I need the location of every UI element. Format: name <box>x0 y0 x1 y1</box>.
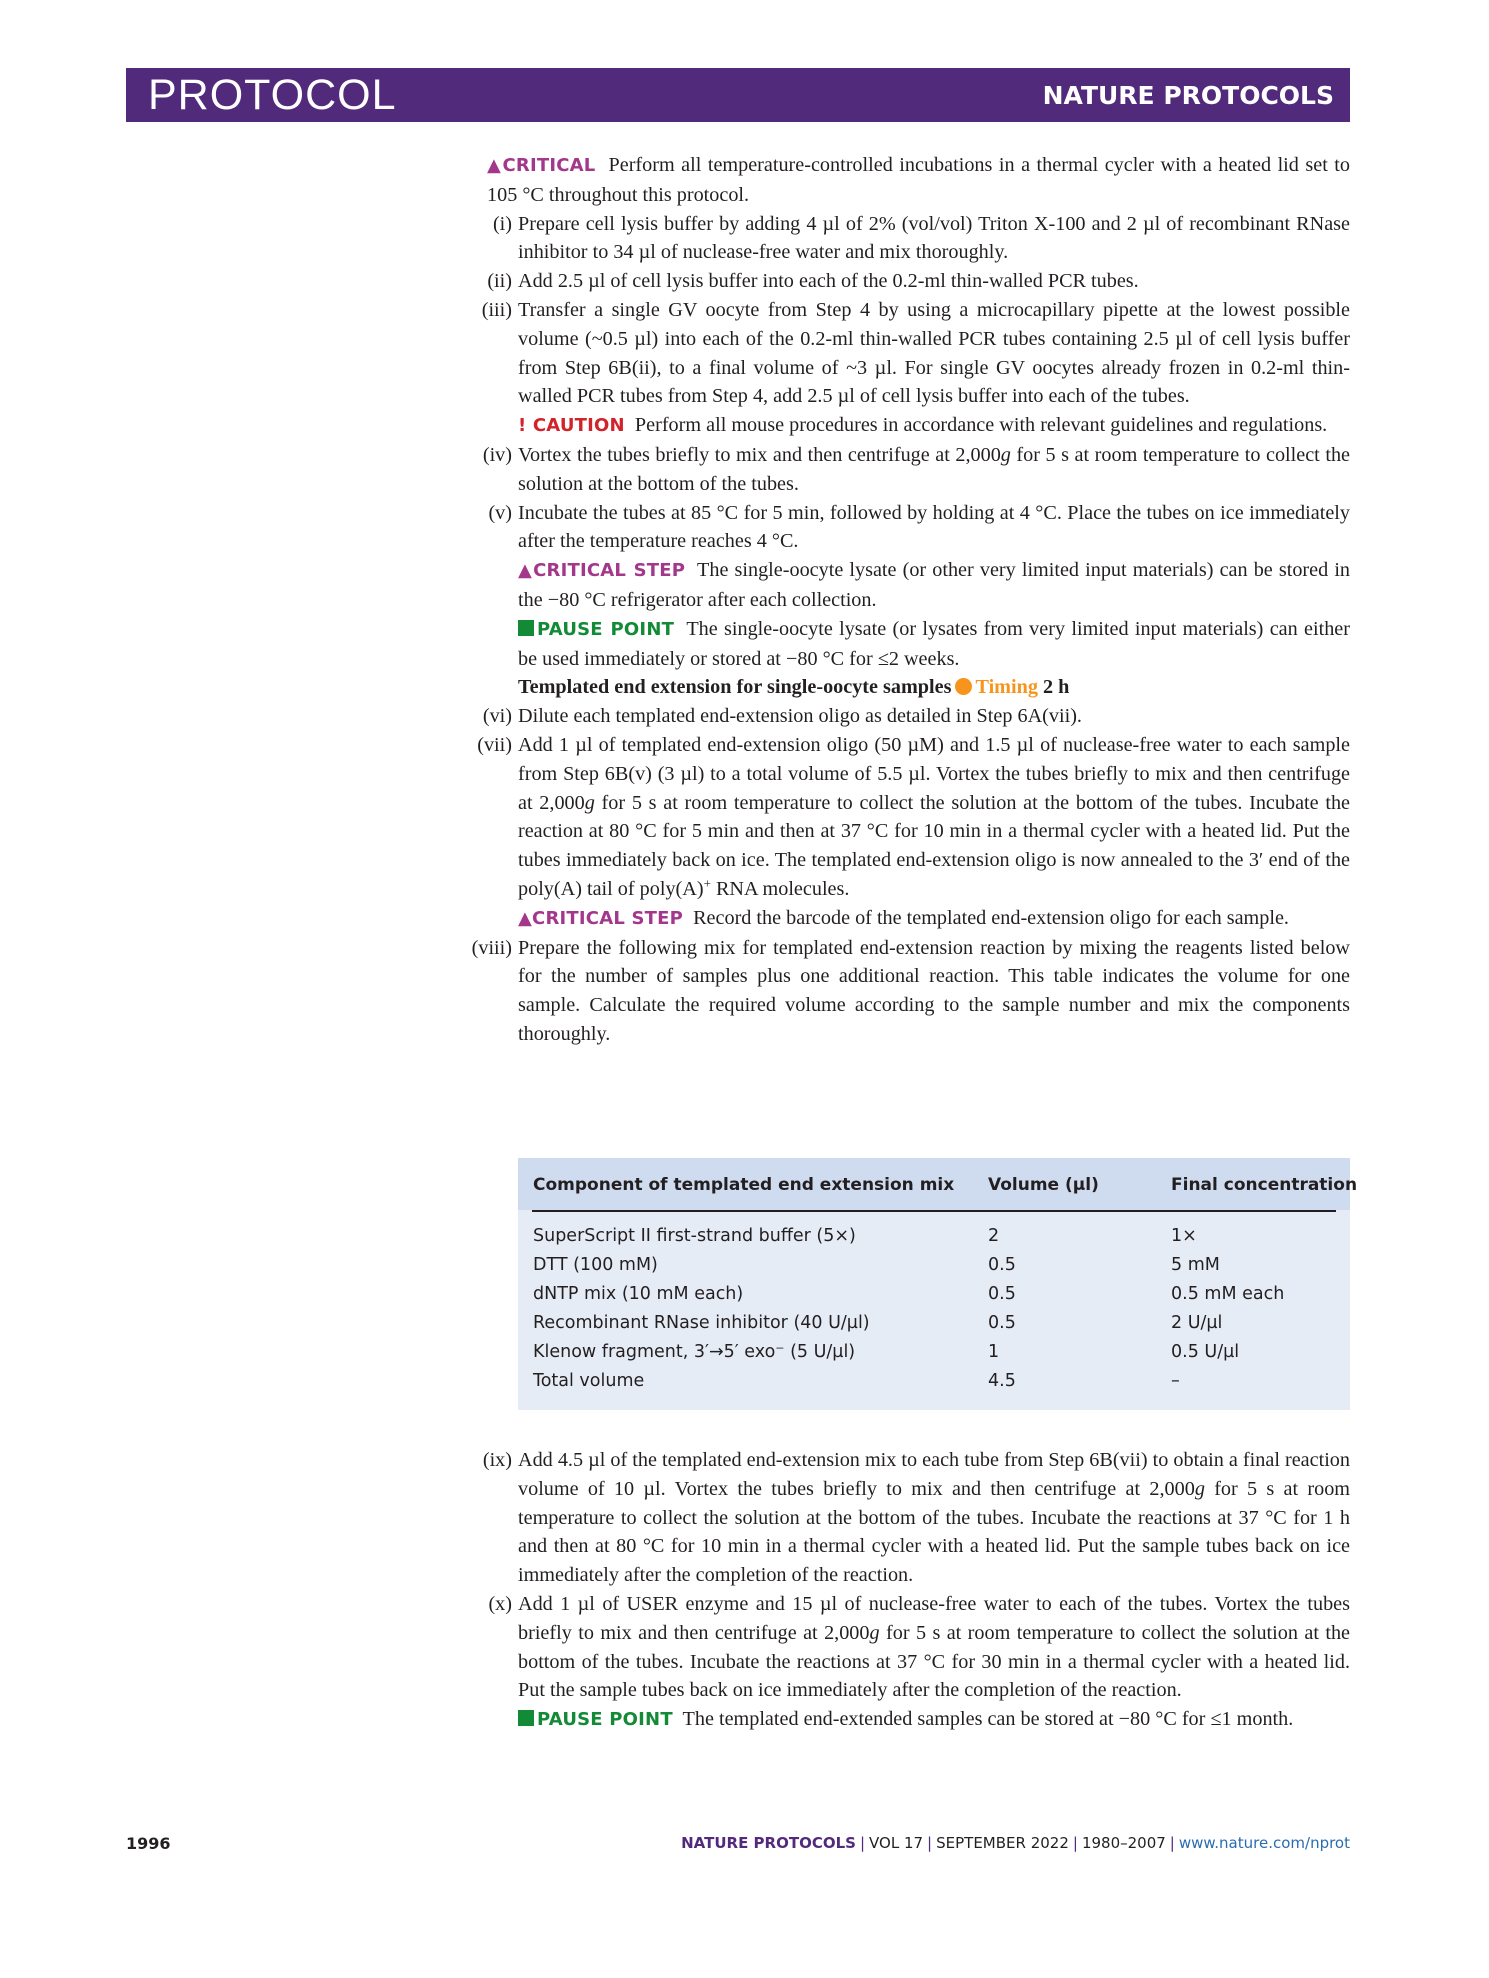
table-cell: 0.5 <box>988 1284 1016 1304</box>
table-cell: 0.5 <box>988 1255 1016 1275</box>
table-row <box>518 1367 1350 1395</box>
step-ii <box>487 267 1350 296</box>
table-header-cell: Final concentration <box>1171 1175 1358 1195</box>
table-cell: Recombinant RNase inhibitor (40 U/µl) <box>533 1313 870 1333</box>
step-text: Prepare the following mix for templated end-extension reaction by mixing the reagents listed below for the number of samples plus one additional reaction. This table indicates the volume for one sample. Calculate the required volume according to the sample number and mix the components thoroughly. <box>518 936 1350 1045</box>
step-number: (i) <box>492 212 512 235</box>
body-column <box>471 151 1351 1049</box>
table-cell: 5 mM <box>1171 1255 1220 1275</box>
step-vii <box>477 731 1351 904</box>
superscript: + <box>703 875 711 891</box>
table-cell: dNTP mix (10 mM each) <box>533 1284 744 1304</box>
section-label: PROTOCOL <box>148 71 397 119</box>
table-cell: 1 <box>988 1342 1000 1362</box>
critical-text: Perform all temperature-controlled incubations in a thermal cycler with a heated lid set to 105 °C throughout this protocol. <box>487 154 1351 206</box>
step-number: (x) <box>488 1592 512 1615</box>
table-header-rule <box>532 1210 1336 1212</box>
pause-keyword: PAUSE POINT <box>537 1709 673 1731</box>
journal-label: NATURE PROTOCOLS <box>1042 81 1334 110</box>
table-row <box>518 1338 1350 1366</box>
table-cell: 1× <box>1171 1226 1197 1246</box>
step-i <box>487 210 1350 268</box>
step-iii <box>481 296 1350 411</box>
step-text: Dilute each templated end-extension oligo as detailed in Step 6A(vii). <box>518 705 1082 728</box>
table-header-cell: Volume (µl) <box>988 1175 1099 1195</box>
footer-pages: 1980–2007 <box>1081 1834 1166 1852</box>
step-text: Incubate the tubes at 85 °C for 5 min, followed by holding at 4 °C. Place the tubes on ice immediately after the temperature reaches 4 °C. <box>518 501 1350 553</box>
g-force-unit: g <box>869 1621 880 1644</box>
table-cell: 4.5 <box>988 1371 1016 1391</box>
step-number: (vi) <box>482 705 512 728</box>
step-number: (viii) <box>471 936 512 959</box>
step-text: for 5 s at room temperature to collect the solution at the bottom of the tubes. Incubate the reactions at 37 °C for 30 min in a thermal cycler with a heated lid. Put the sample tubes back on ice immediately after the completion of the reaction. <box>518 1621 1350 1702</box>
critical-step-text: Record the barcode of the templated end-extension oligo for each sample. <box>693 906 1289 929</box>
table-cell: – <box>1171 1371 1180 1391</box>
step-vi <box>482 702 1350 731</box>
reagent-table <box>518 1158 1358 1410</box>
step-text: RNA molecules. <box>710 877 850 900</box>
critical-step-note <box>487 904 1350 934</box>
table-row <box>518 1309 1350 1337</box>
pause-square-icon <box>518 1710 534 1726</box>
caution-note <box>487 411 1350 441</box>
step-number: (iii) <box>481 298 512 321</box>
g-force-unit: g <box>1000 443 1011 466</box>
step-text: Add 4.5 µl of the templated end-extension mix to each tube from Step 6B(vii) to obtain a final reaction volume of 10 µl. Vortex the tubes briefly to mix and then centrifuge at 2,000 <box>518 1449 1350 1500</box>
step-text: Add 1 µl of templated end-extension oligo (50 µM) and 1.5 µl of nuclease-free water to each sample from Step 6B(v) (3 µl) to a total volume of 5.5 µl. Vortex the tubes briefly to mix and then centrifuge at 2,000 <box>518 733 1350 814</box>
critical-triangle-icon: ▲ <box>518 560 534 582</box>
subsection-heading <box>487 673 1350 702</box>
caution-keyword: ! CAUTION <box>518 415 625 437</box>
footer-citation <box>681 1834 1350 1852</box>
step-text: Add 1 µl of USER enzyme and 15 µl of nuclease-free water to each of the tubes. Vortex the tubes briefly to mix and then centrifuge at 2,000 <box>518 1592 1350 1644</box>
footer-separator: | <box>927 1834 933 1852</box>
step-text: Vortex the tubes briefly to mix and then centrifuge at 2,000 <box>518 443 1001 466</box>
step-text: for 5 s at room temperature to collect the solution at the bottom of the tubes. Incubate the reactions at 37 °C for 1 h and then at 80 °C for 10 min in a thermal cycler with a heated lid. Put the sample tubes back on ice immediately after the completion of the reaction. <box>518 1477 1350 1587</box>
table-cell: Total volume <box>533 1371 645 1391</box>
table-cell: 0.5 mM each <box>1171 1284 1285 1304</box>
body-column-lower <box>482 1446 1350 1735</box>
footer-volume: VOL 17 <box>869 1834 924 1852</box>
pause-keyword: PAUSE POINT <box>537 618 675 640</box>
table-row <box>518 1251 1350 1279</box>
critical-triangle-icon: ▲ <box>518 907 533 929</box>
step-x <box>487 1590 1350 1705</box>
footer-separator: | <box>1072 1834 1078 1852</box>
step-number: (ix) <box>482 1449 512 1471</box>
footer-url[interactable]: www.nature.com/nprot <box>1178 1834 1350 1852</box>
step-number: (v) <box>488 501 512 524</box>
pause-square-icon <box>518 620 534 636</box>
step-number: (vii) <box>477 733 512 756</box>
timing-value: 2 h <box>1042 676 1070 699</box>
table-header-cell: Component of templated end extension mix <box>533 1175 955 1195</box>
timing-label: Timing <box>975 676 1038 699</box>
step-text: Prepare cell lysis buffer by adding 4 µl of 2% (vol/vol) Triton X-100 and 2 µl of recombinant RNase inhibitor to 34 µl of nuclease-free water and mix thoroughly. <box>518 212 1350 264</box>
g-force-unit: g <box>1194 1477 1205 1500</box>
step-text: Add 2.5 µl of cell lysis buffer into each of the 0.2-ml thin-walled PCR tubes. <box>518 270 1139 293</box>
critical-triangle-icon: ▲ <box>487 155 503 176</box>
footer-separator: | <box>859 1834 866 1852</box>
table-cell: SuperScript II first-strand buffer (5×) <box>533 1226 856 1246</box>
step-number: (iv) <box>482 443 512 466</box>
step-iv <box>482 441 1350 499</box>
pause-point-note <box>487 1705 1350 1735</box>
table-header <box>518 1158 1358 1210</box>
page-number: 1996 <box>126 1834 171 1853</box>
step-text: for 5 s at room temperature to collect the solution at the bottom of the tubes. <box>518 443 1350 495</box>
table-cell: 0.5 <box>988 1313 1016 1333</box>
pause-text: The single-oocyte lysate (or lysates from very limited input materials) can either be used immediately or stored at −80 °C for ≤2 weeks. <box>518 617 1350 670</box>
pause-text: The templated end-extended samples can be stored at −80 °C for ≤1 month. <box>682 1708 1294 1731</box>
critical-keyword: CRITICAL <box>502 155 596 176</box>
g-force-unit: g <box>584 791 595 814</box>
step-v <box>487 499 1350 557</box>
critical-step-keyword: CRITICAL STEP <box>532 907 683 929</box>
table-cell: DTT (100 mM) <box>533 1255 658 1275</box>
footer-separator: | <box>1169 1834 1175 1852</box>
footer-journal: NATURE PROTOCOLS <box>681 1834 856 1852</box>
table-row <box>518 1222 1350 1250</box>
subsection-title: Templated end extension for single-oocyte samples <box>518 676 952 699</box>
footer-date: SEPTEMBER 2022 <box>936 1834 1069 1852</box>
step-text: Transfer a single GV oocyte from Step 4 by using a microcapillary pipette at the lowest possible volume (~0.5 µl) into each of the 0.2-ml thin-walled PCR tubes containing 2.5 µl of cell lysis buffer from Step 6B(ii), to a final volume of ~3 µl. For single GV oocytes already frozen in 0.2-ml thin-walled PCR tubes from Step 4, add 2.5 µl of cell lysis buffer into each of the tubes. <box>518 298 1350 408</box>
table-cell: 2 U/µl <box>1171 1313 1223 1333</box>
critical-step-note <box>487 556 1350 615</box>
step-viii <box>471 934 1350 1049</box>
header-bar <box>126 68 1350 122</box>
table-cell: 2 <box>988 1226 1000 1246</box>
pause-point-note <box>487 615 1350 674</box>
step-number: (ii) <box>487 270 512 293</box>
step-ix <box>482 1446 1350 1590</box>
table-row <box>518 1280 1350 1308</box>
caution-text: Perform all mouse procedures in accordance with relevant guidelines and regulations. <box>634 414 1328 437</box>
critical-step-text: The single-oocyte lysate (or other very limited input materials) can be stored in the −80 °C refrigerator after each collection. <box>518 559 1351 611</box>
critical-note <box>487 151 1350 210</box>
timing-dot-icon <box>955 678 972 695</box>
table-cell: 0.5 U/µl <box>1171 1342 1240 1362</box>
critical-step-keyword: CRITICAL STEP <box>533 560 686 582</box>
step-text: for 5 s at room temperature to collect the solution at the bottom of the tubes. Incubate the reaction at 80 °C for 5 min and then at 37 °C for 10 min in a thermal cycler with a heated lid. Put the tubes immediately back on ice. The templated end-extension oligo is now annealed to the 3′ end of the poly(A) tail of poly(A) <box>518 791 1351 900</box>
table-cell: Klenow fragment, 3′→5′ exo⁻ (5 U/µl) <box>533 1342 856 1362</box>
